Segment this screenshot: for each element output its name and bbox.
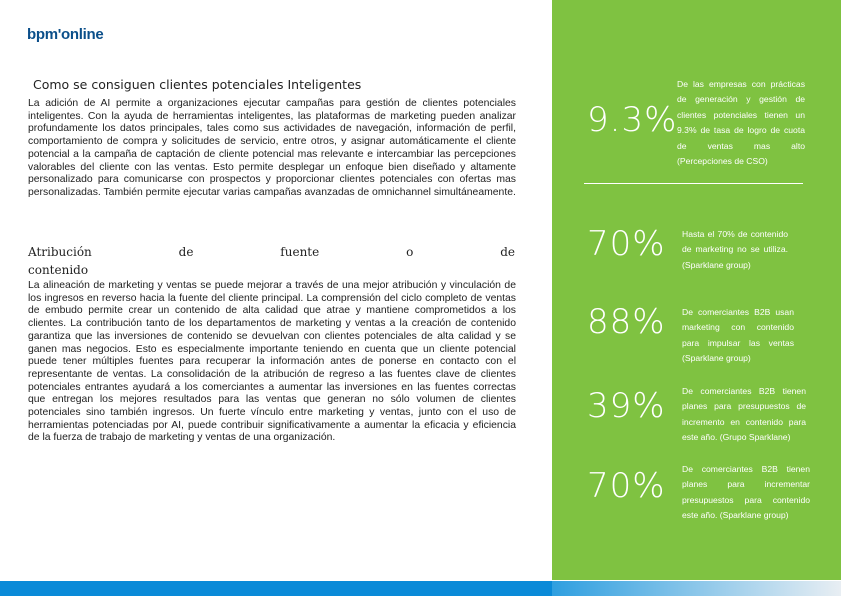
stat-description: De comerciantes B2B usan marketing con contenido para impulsar las ventas (Sparklane group) xyxy=(682,307,794,364)
heading-word: o xyxy=(406,245,414,259)
stat-value: 9.3% xyxy=(587,100,678,140)
heading-word: fuente xyxy=(280,245,320,259)
stats-panel xyxy=(552,0,841,580)
bpmonline-logo: bpm'online xyxy=(27,26,104,43)
stat-value: 70% xyxy=(587,466,666,506)
section-heading-content-attribution xyxy=(28,243,515,279)
footer-bar-blue xyxy=(0,581,552,596)
stat-description: De las empresas con prácticas de generación y gestión de clientes potenciales tienen un 9.3% de tasa de logro de cuota de ventas mas alto (Percepciones de CSO) xyxy=(677,79,805,167)
stat-value: 88% xyxy=(587,302,666,342)
heading-line2: contenido xyxy=(28,263,89,277)
paragraph-content-attribution: La alineación de marketing y ventas se puede mejorar a través de una mejor atribución y vinculación de los ingresos en reverso hacia la fuente del cliente principal. La comprensión del ciclo completo de ventas de embudo permite crear un contenido de alta calidad que atrae y mantiene comprometidos a los clientes. La contribución tanto de los departamentos de marketing y ventas a la creación de contenido garantiza que las inversiones de contenido se devuelvan con clientes potenciales de alta calidad y se ganen mas negocios. Esto es especialmente importante teniendo en cuenta que un cliente potencial puede tener múltiples fuentes para recuperar la información antes de ponerse en contacto con el representante de ventas. La consolidación de la atribución de regreso a las fuentes clave de clientes potenciales entrantes ayudará a los comerciantes a aumentar las inversiones en las fuentes correctas que entregan los mejores resultados para las ventas que generan no sólo volumen de clientes potenciales sino también ingresos. Un fuerte vínculo entre marketing y ventas, junto con el uso de herramientas potenciadas por AI, puede contribuir significativamente a aumentar la eficacia y eficiencia de la fuerza de trabajo de marketing y ventas de una organización. xyxy=(28,280,516,444)
footer-bar-fade xyxy=(552,581,841,596)
stats-divider xyxy=(584,183,803,184)
paragraph-intelligent-leads: La adición de AI permite a organizaciones ejecutar campañas para gestión de clientes potenciales inteligentes. Con la ayuda de herramientas inteligentes, las plataformas de marketing pueden analizar profundamente los datos principales, tales como sus actividades de navegación, información de perfil, comportamiento de compra y solicitudes de servicio, entre otros, y asignar automáticamente el cliente potencial a la campaña de captación de cliente potencial mas relevante e intercambiar las percepciones valorables del cliente con las ventas. Esto permite desplegar un enfoque bien diseñado y altamente personalizado para comunicarse con prospectos y proporcionar clientes potenciales con ofertas mas personalizadas. También permite ejecutar varias campañas avanzadas de omnichannel simultáneamente. xyxy=(28,98,516,198)
stat-description: Hasta el 70% de contenido de marketing no se utiliza. (Sparklane group) xyxy=(682,229,788,270)
stat-value: 39% xyxy=(587,386,666,426)
stat-description: De comerciantes B2B tienen planes para incrementar presupuestos para contenido este año. (Sparklane group) xyxy=(682,464,810,521)
footer-bar xyxy=(0,581,841,596)
section-heading-intelligent-leads: Como se consiguen clientes potenciales Inteligentes xyxy=(33,77,362,92)
stat-description: De comerciantes B2B tienen planes para presupuestos de incremento en contenido para este año. (Grupo Sparklane) xyxy=(682,386,806,443)
heading-word: de xyxy=(500,245,515,259)
heading-word: Atribución xyxy=(28,245,92,259)
heading-word: de xyxy=(178,245,194,259)
stat-value: 70% xyxy=(587,224,666,264)
